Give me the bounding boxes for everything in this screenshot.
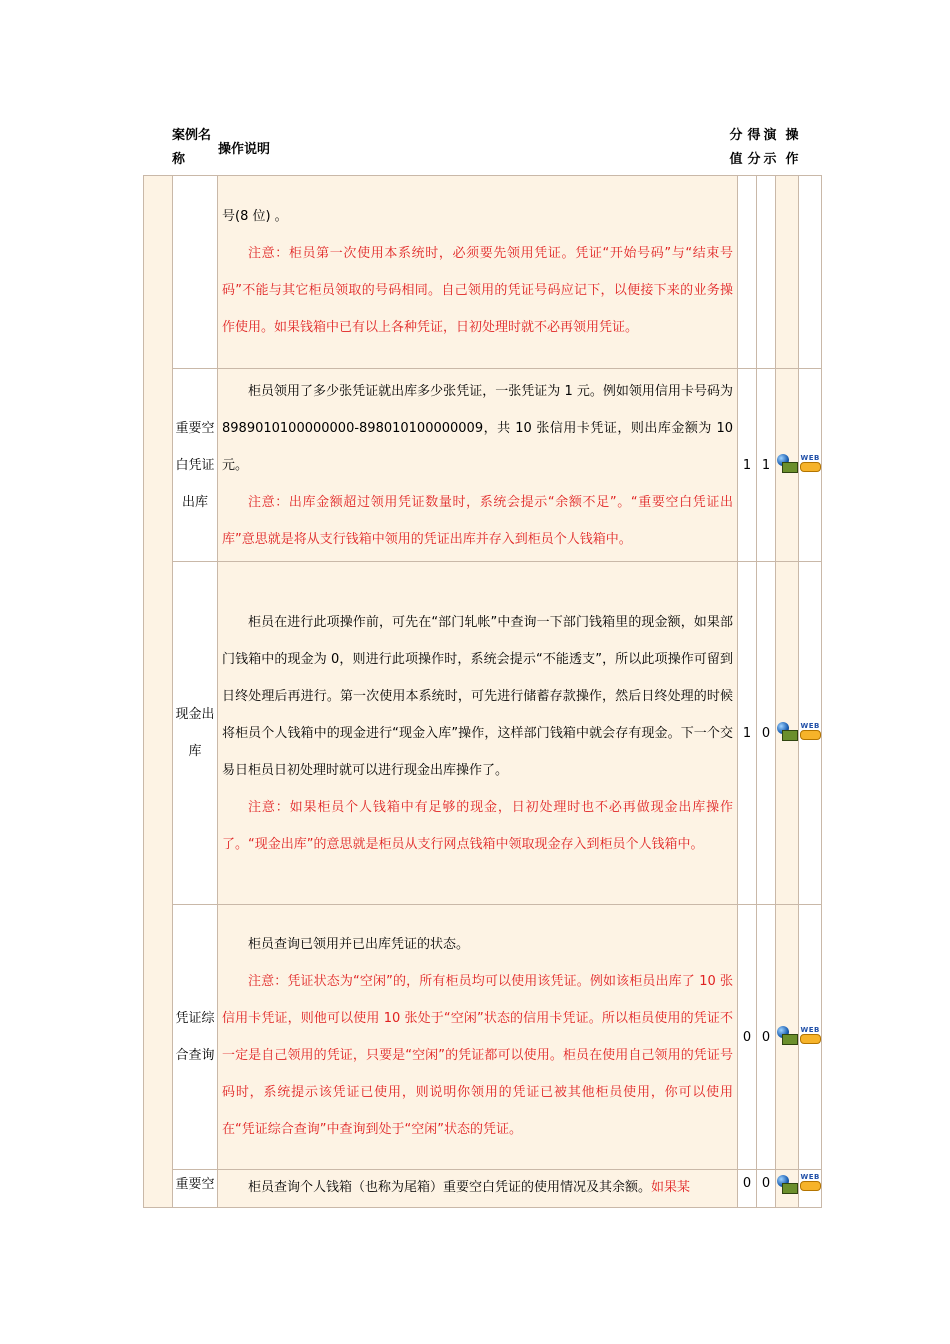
table-row (144, 176, 822, 369)
operate-cell (799, 176, 822, 369)
web-link-icon[interactable]: WEB (800, 1027, 821, 1044)
description-paragraph (222, 1173, 733, 1203)
description-cell (218, 369, 738, 562)
web-link-icon[interactable]: WEB (800, 455, 821, 472)
header-operate: 操作 (785, 128, 799, 167)
score-got-cell: 0 (757, 562, 776, 905)
demo-cell (776, 1170, 799, 1208)
web-link-icon[interactable]: WEB (800, 1174, 821, 1191)
case-table (143, 175, 822, 1208)
header-description: 操作说明 (218, 142, 271, 157)
header-score-got: 得分 (747, 128, 761, 167)
score-got-cell: 0 (757, 1170, 776, 1208)
demo-cell (776, 369, 799, 562)
description-cell (218, 176, 738, 369)
table-row (144, 562, 822, 905)
case-name-cell (173, 176, 218, 369)
operate-cell (799, 369, 822, 562)
header-case-name: 案例名称 (172, 128, 212, 167)
case-name-cell: 重要空 (173, 1170, 218, 1208)
table-row (144, 1170, 822, 1208)
note-paragraph: 注意：凭证状态为“空闲”的，所有柜员均可以使用该凭证。例如该柜员出库了 10 张信用卡凭证，则他可以使用 10 张处于“空闲”状态的信用卡凭证。所以柜员使用的凭证不一定是自己领用的凭证，只要是“空闲”的凭证都可以使用。柜员在使用自己领用的凭证号码时，系统提示该凭证已使用，则说明你领用的凭证已被其他柜员使用，你可以使用在“凭证综合查询”中查询到处于“空闲”状态的凭证。 (222, 974, 733, 1137)
description-paragraph: 柜员领用了多少张凭证就出库多少张凭证，一张凭证为 1 元。例如领用信用卡号码为 8989010100000000-898010100000009，共 10 张信用卡凭证，则出库金额为 10 元。 (222, 383, 733, 473)
table-row (144, 369, 822, 562)
description-paragraph: 柜员在进行此项操作前，可先在“部门轧帐”中查询一下部门钱箱里的现金额，如果部门钱箱中的现金为 0，则进行此项操作时，系统会提示“不能透支”，所以此项操作可留到日终处理后再进行。第一次使用本系统时，可先进行储蓄存款操作，然后日终处理的时候将柜员个人钱箱中的现金进行“现金入库”操作，这样部门钱箱中就会存有现金。下一个交易日柜员日初处理时就可以进行现金出库操作了。 (222, 614, 733, 778)
left-margin-cell (144, 176, 173, 1208)
movie-reel-icon[interactable] (777, 721, 797, 741)
description-paragraph: 柜员查询已领用并已出库凭证的状态。 (248, 937, 470, 952)
operate-cell (799, 562, 822, 905)
note-paragraph: 注意：出库金额超过领用凭证数量时，系统会提示“余额不足”。“重要空白凭证出库”意思就是将从支行钱箱中领用的凭证出库并存入到柜员个人钱箱中。 (222, 494, 733, 547)
score-got-cell (757, 176, 776, 369)
demo-cell (776, 905, 799, 1170)
case-name-cell: 重要空白凭证出库 (173, 369, 218, 562)
case-name-cell: 凭证综合查询 (173, 905, 218, 1170)
demo-cell (776, 562, 799, 905)
description-cell (218, 562, 738, 905)
demo-cell (776, 176, 799, 369)
movie-reel-icon[interactable] (777, 1174, 797, 1194)
score-got-cell: 0 (757, 905, 776, 1170)
movie-reel-icon[interactable] (777, 1025, 797, 1045)
header-score-value: 分值 (729, 128, 743, 167)
case-name-cell: 现金出库 (173, 562, 218, 905)
description-text: 柜员查询个人钱箱（也称为尾箱）重要空白凭证的使用情况及其余额。 (248, 1180, 652, 1195)
description-cell (218, 905, 738, 1170)
operate-cell (799, 1170, 822, 1208)
score-value-cell: 0 (738, 905, 757, 1170)
note-text: 如果某 (651, 1180, 691, 1195)
note-paragraph: 注意：柜员第一次使用本系统时，必须要先领用凭证。凭证“开始号码”与“结束号码”不能与其它柜员领取的号码相同。自己领用的凭证号码应记下，以便接下来的业务操作使用。如果钱箱中已有以上各种凭证，日初处理时就不必再领用凭证。 (222, 246, 733, 335)
score-value-cell (738, 176, 757, 369)
table-row (144, 905, 822, 1170)
note-paragraph: 注意：如果柜员个人钱箱中有足够的现金，日初处理时也不必再做现金出库操作了。“现金出库”的意思就是柜员从支行网点钱箱中领取现金存入到柜员个人钱箱中。 (222, 799, 733, 852)
score-got-cell: 1 (757, 369, 776, 562)
score-value-cell: 1 (738, 369, 757, 562)
web-link-icon[interactable]: WEB (800, 723, 821, 740)
description-paragraph: 号(8 位) 。 (222, 209, 288, 224)
description-cell (218, 1170, 738, 1208)
score-value-cell: 0 (738, 1170, 757, 1208)
score-value-cell: 1 (738, 562, 757, 905)
header-demo: 演示 (763, 128, 777, 167)
operate-cell (799, 905, 822, 1170)
movie-reel-icon[interactable] (777, 453, 797, 473)
